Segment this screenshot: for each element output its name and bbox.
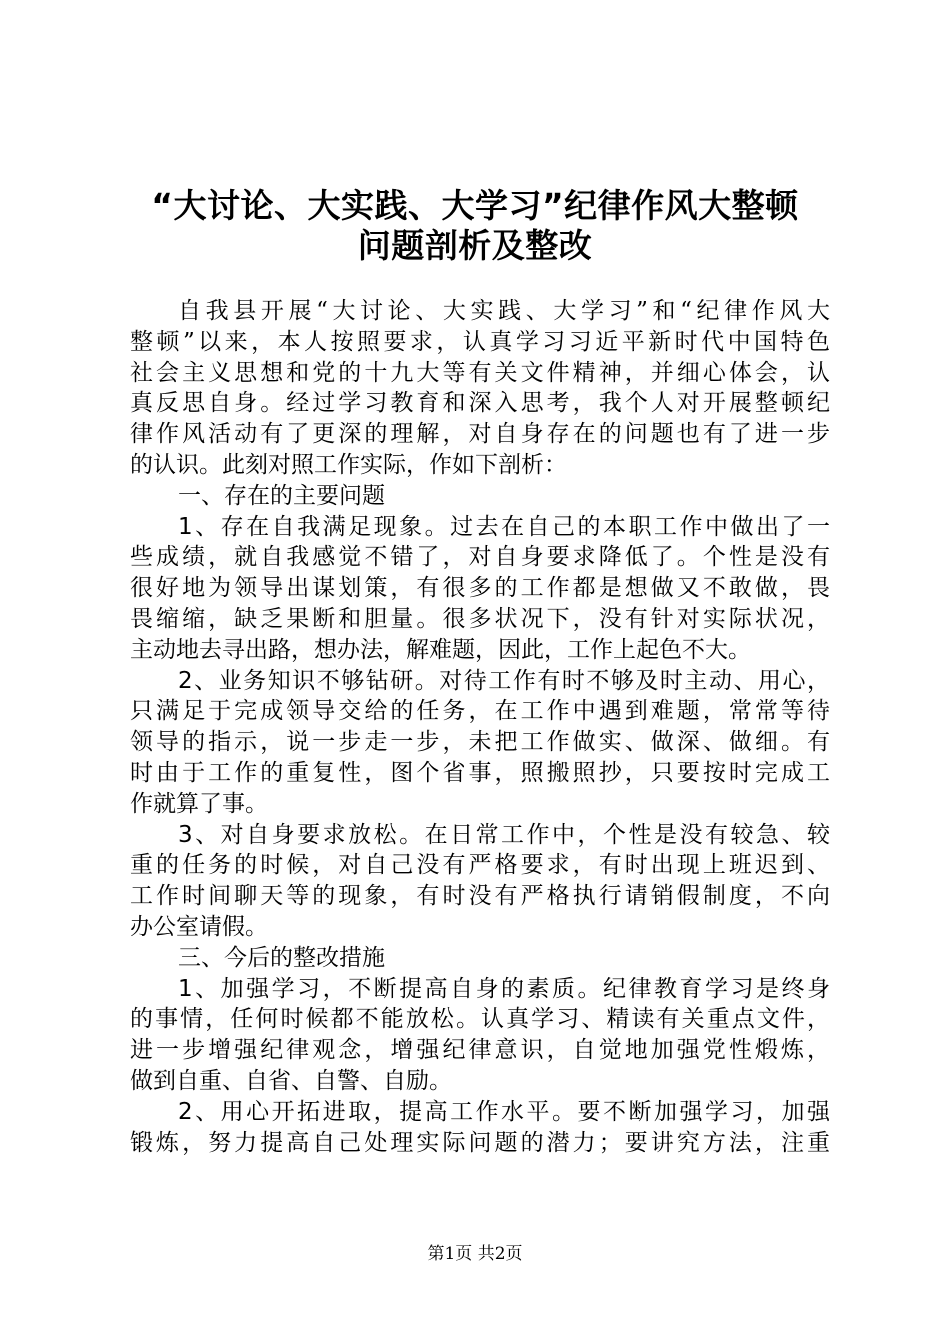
item-1-line: 主动地去寻出路，想办法，解难题，因此，工作上起色不大。 <box>130 636 751 663</box>
measure-2-text: 要不断加强学习，加强 <box>577 1098 830 1125</box>
document-title-line-1: “大讨论、大实践、大学习”纪律作风大整顿 <box>151 186 799 225</box>
intro-line: 自我县开展“大讨论、大实践、大学习”和“纪律作风大 <box>178 298 830 324</box>
section-heading-problems: 一、存在的主要问题 <box>178 482 385 509</box>
item-3-first-line <box>130 820 830 851</box>
item-2-line: 只满足于完成领导交给的任务，在工作中遇到难题，常常等待 <box>130 698 830 725</box>
item-2-line: 时由于工作的重复性，图个省事，照搬照抄，只要按时完成工 <box>130 759 830 786</box>
item-3-line: 重的任务的时候，对自己没有严格要求，有时出现上班迟到、 <box>130 852 830 879</box>
page-number-footer: 第1页 共2页 <box>427 1244 523 1264</box>
item-1-line: 些成绩，就自我感觉不错了，对自身要求降低了。个性是没有 <box>130 544 830 571</box>
item-3-lead: 3、对自身要求放松。 <box>178 821 425 848</box>
item-2-text: 对待工作有时不够及时主动、用心， <box>439 667 831 694</box>
item-1-first-line <box>130 512 830 543</box>
section-heading-measures: 三、今后的整改措施 <box>178 944 385 971</box>
item-3-line: 工作时间聊天等的现象，有时没有严格执行请销假制度，不向 <box>130 883 830 910</box>
item-3-line: 办公室请假。 <box>130 913 268 940</box>
item-1-line: 很好地为领导出谋划策，有很多的工作都是想做又不敢做，畏 <box>130 575 830 602</box>
item-1-line: 畏缩缩，缺乏果断和胆量。很多状况下，没有针对实际状况， <box>130 605 830 632</box>
measure-1-text: 纪律教育学习是终身 <box>603 975 831 1002</box>
item-2-line: 作就算了事。 <box>130 790 268 817</box>
document-title-line-2: 问题剖析及整改 <box>357 226 593 265</box>
measure-1-line: 进一步增强纪律观念，增强纪律意识，自觉地加强党性煅炼， <box>130 1037 830 1064</box>
item-3-text: 在日常工作中，个性是没有较急、较 <box>424 821 830 848</box>
intro-line: 律作风活动有了更深的理解，对自身存在的问题也有了进一步 <box>130 421 830 448</box>
item-2-line: 领导的指示，说一步走一步，未把工作做实、做深、做细。有 <box>130 729 830 756</box>
measure-1-line: 做到自重、自省、自警、自励。 <box>130 1067 452 1094</box>
measure-1-first-line <box>130 974 830 1005</box>
item-2-first-line <box>130 666 830 697</box>
measure-2-line: 锻炼，努力提高自己处理实际问题的潜力；要讲究方法，注重 <box>130 1129 830 1156</box>
measure-2-lead: 2、用心开拓进取，提高工作水平。 <box>178 1098 578 1125</box>
document-body <box>130 296 830 1158</box>
measure-1-lead: 1、加强学习，不断提高自身的素质。 <box>178 975 604 1002</box>
intro-line: 整顿”以来，本人按照要求，认真学习习近平新时代中国特色 <box>130 328 830 355</box>
measure-1-line: 的事情，任何时候都不能放松。认真学习、精读有关重点文件， <box>130 1006 830 1033</box>
item-2-lead: 2、业务知识不够钻研。 <box>178 667 440 694</box>
item-1-lead: 1、存在自我满足现象。 <box>178 513 451 540</box>
item-1-text: 过去在自己的本职工作中做出了一 <box>450 513 830 540</box>
measure-2-first-line <box>130 1097 830 1128</box>
intro-line: 真反思自身。经过学习教育和深入思考，我个人对开展整顿纪 <box>130 390 830 417</box>
intro-line: 社会主义思想和党的十九大等有关文件精神，并细心体会，认 <box>130 359 830 386</box>
intro-line: 的认识。此刻对照工作实际，作如下剖析： <box>130 451 567 478</box>
